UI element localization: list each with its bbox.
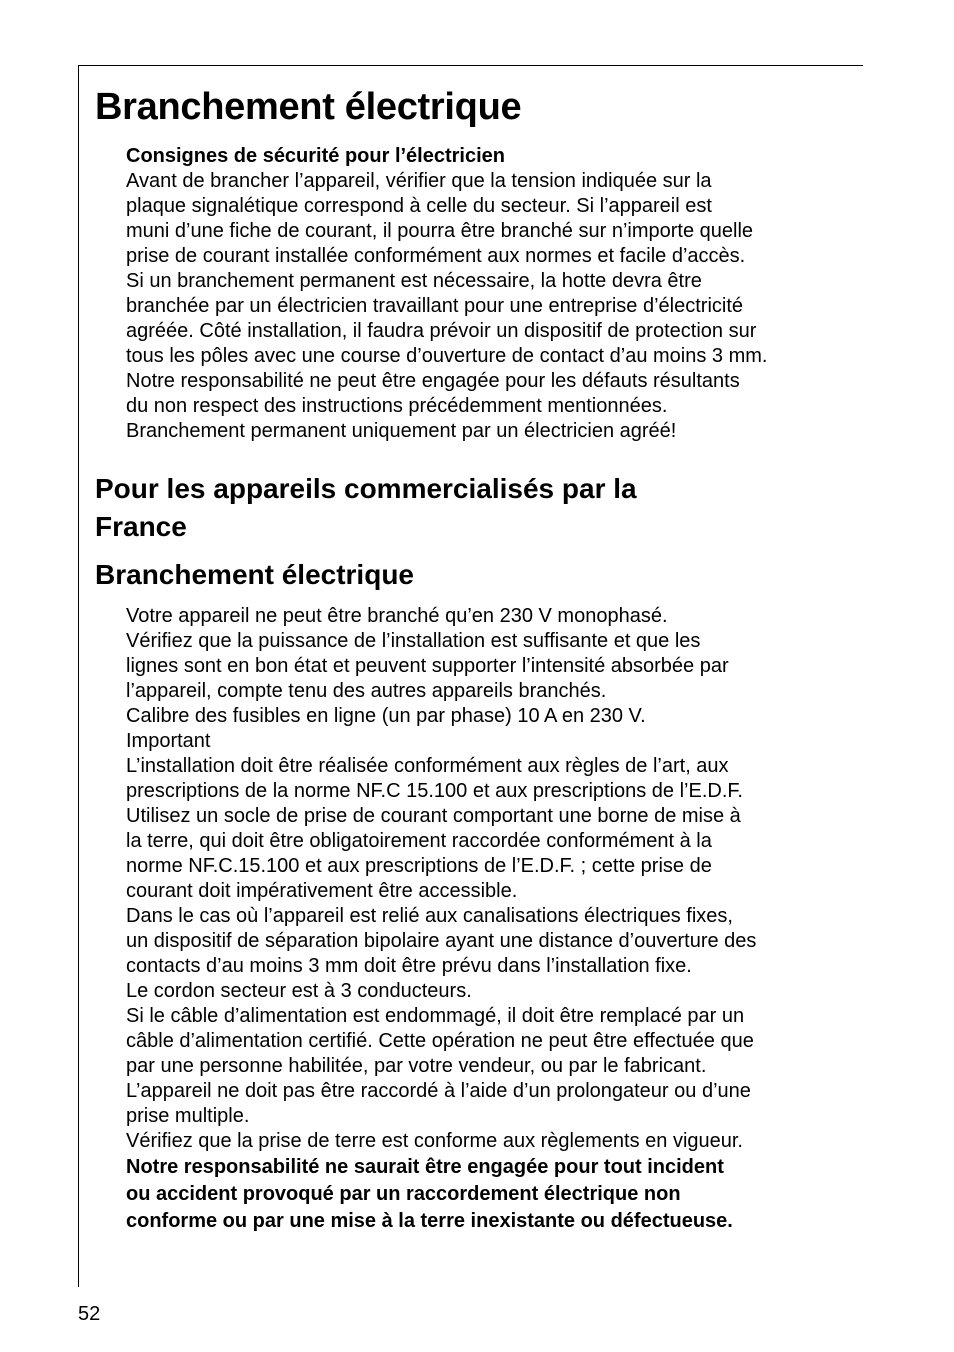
text-line: agréée. Côté installation, il faudra prévoir un dispositif de protection sur — [126, 320, 757, 342]
text-line: norme NF.C.15.100 et aux prescriptions de l’E.D.F. ; cette prise de — [126, 855, 712, 877]
top-rule — [78, 65, 863, 66]
safety-section — [126, 144, 846, 444]
text-line: L’appareil ne doit pas être raccordé à l’aide d’un prolongateur ou d’une — [126, 1080, 751, 1102]
important-label: Important — [126, 730, 211, 752]
warning-line: ou accident provoqué par un raccordement électrique non — [126, 1183, 681, 1205]
page-title: Branchement électrique — [95, 86, 522, 128]
text-line: Avant de brancher l’appareil, vérifier que la tension indiquée sur la — [126, 170, 712, 192]
text-line: Notre responsabilité ne peut être engagée pour les défauts résultants — [126, 370, 740, 392]
text-line: prise de courant installée conformément aux normes et facile d’accès. — [126, 245, 746, 267]
text-line: Branchement permanent uniquement par un électricien agréé! — [126, 420, 677, 442]
text-line: plaque signalétique correspond à celle du secteur. Si l’appareil est — [126, 195, 712, 217]
text-line: la terre, qui doit être obligatoirement raccordée conformément à la — [126, 830, 712, 852]
text-line: L’installation doit être réalisée conformément aux règles de l’art, aux — [126, 755, 729, 777]
left-rule — [78, 65, 79, 1287]
text-line: Si le câble d’alimentation est endommagé, il doit être remplacé par un — [126, 1005, 745, 1027]
text-line: Votre appareil ne peut être branché qu’en 230 V monophasé. — [126, 605, 668, 627]
text-line: Si un branchement permanent est nécessaire, la hotte devra être — [126, 270, 702, 292]
warning-line: conforme ou par une mise à la terre inexistante ou défectueuse. — [126, 1210, 733, 1232]
text-line: câble d’alimentation certifié. Cette opération ne peut être effectuée que — [126, 1030, 754, 1052]
text-line: Dans le cas où l’appareil est relié aux canalisations électriques fixes, — [126, 905, 733, 927]
text-line: l’appareil, compte tenu des autres appareils branchés. — [126, 680, 607, 702]
warning-line: Notre responsabilité ne saurait être engagée pour tout incident — [126, 1156, 724, 1178]
text-line: tous les pôles avec une course d’ouverture de contact d’au moins 3 mm. — [126, 345, 768, 367]
text-line: lignes sont en bon état et peuvent supporter l’intensité absorbée par — [126, 655, 729, 677]
text-line: contacts d’au moins 3 mm doit être prévu dans l’installation fixe. — [126, 955, 692, 977]
text-line: du non respect des instructions précédemment mentionnées. — [126, 395, 668, 417]
text-line: Vérifiez que la prise de terre est conforme aux règlements en vigueur. — [126, 1130, 743, 1152]
text-line: par une personne habilitée, par votre vendeur, ou par le fabricant. — [126, 1055, 707, 1077]
safety-heading: Consignes de sécurité pour l’électricien — [126, 145, 506, 167]
text-line: Vérifiez que la puissance de l’installation est suffisante et que les — [126, 630, 701, 652]
text-line: Calibre des fusibles en ligne (un par phase) 10 A en 230 V. — [126, 705, 646, 727]
text-line: Le cordon secteur est à 3 conducteurs. — [126, 980, 472, 1002]
france-heading-line1: Pour les appareils commercialisés par la — [95, 473, 637, 504]
france-subheading: Branchement électrique — [95, 559, 414, 590]
france-section — [126, 604, 846, 1234]
text-line: Utilisez un socle de prise de courant comportant une borne de mise à — [126, 805, 741, 827]
text-line: branchée par un électricien travaillant pour une entreprise d’électricité — [126, 295, 744, 317]
text-line: un dispositif de séparation bipolaire ayant une distance d’ouverture des — [126, 930, 757, 952]
text-line: courant doit impérativement être accessible. — [126, 880, 518, 902]
page-number: 52 — [78, 1303, 101, 1325]
text-line: muni d’une fiche de courant, il pourra être branché sur n’importe quelle — [126, 220, 754, 242]
text-line: prise multiple. — [126, 1105, 250, 1127]
text-line: prescriptions de la norme NF.C 15.100 et aux prescriptions de l’E.D.F. — [126, 780, 743, 802]
france-heading-line2: France — [95, 511, 187, 542]
